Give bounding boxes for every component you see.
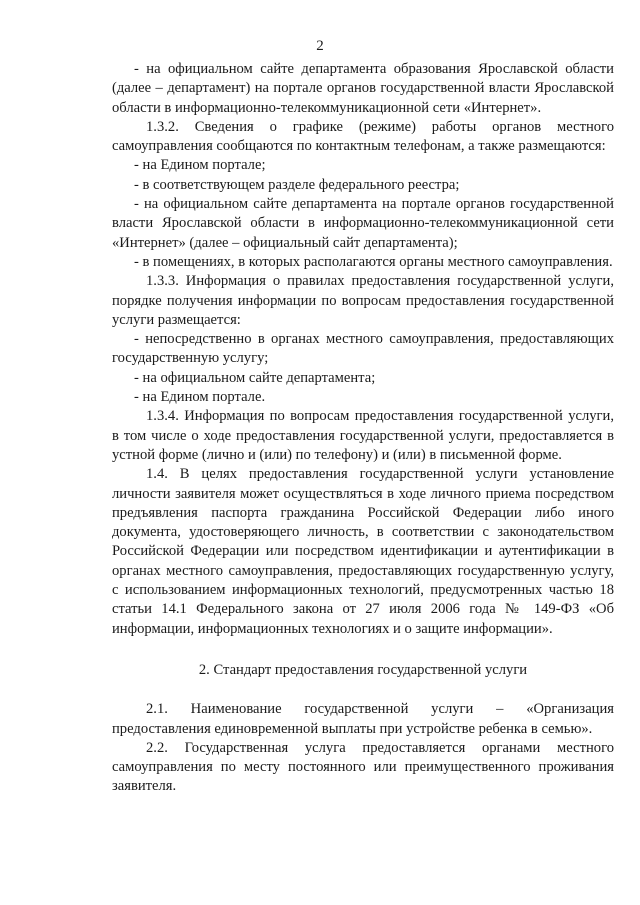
paragraph-1-4: 1.4. В целях предоставления государственной услуги установление личности заявителя может осуществляться в ходе личного приема посредством предъявления паспорта гражданина Российской Федерации либо иного документа, удостоверяющего личность, в соответствии с законодательством Российской Федерации или посредством идентификации и аутентификации в органах местного самоуправления, предоставляющих государственную услугу, с использованием информационных технологий, предусмотренных частью 18 статьи 14.1 Федерального закона от 27 июля 2006 года № 149-ФЗ «Об информации, информационных технологиях и о защите информации».: [112, 466, 614, 637]
section-heading-2: 2. Стандарт предоставления государственной услуги: [198, 661, 528, 678]
paragraph-1-3-4: 1.3.4. Информация по вопросам предоставления государственной услуги, в том числе о ходе предоставления государственной услуги, предоставляется в устной форме (лично и (или) по телефону) и (или) в письменной форме.: [112, 408, 614, 463]
list-item-local-authorities: - непосредственно в органах местного самоуправления, предоставляющих государственную услугу;: [112, 331, 614, 367]
list-item-federal-registry: - в соответствующем разделе федерального реестра;: [134, 176, 460, 193]
paragraph-2-1: 2.1. Наименование государственной услуги – «Организация предоставления единовременной выплаты при устройстве ребенка в семью».: [112, 701, 614, 737]
list-item-official-site-dept: - на официальном сайте департамента;: [134, 369, 376, 386]
paragraph-1-3-2: 1.3.2. Сведения о графике (режиме) работы органов местного самоуправления сообщаются по контактным телефонам, а также размещаются:: [112, 118, 614, 155]
paragraph-official-site-department: - на официальном сайте департамента образования Ярославской области (далее – департамент) на портале органов государственной власти Ярославской области в информационно-телекоммуникационной сети «Интернет».: [112, 61, 614, 116]
paragraph-1-3-3: 1.3.3. Информация о правилах предоставления государственной услуги, порядке получения информации по вопросам предоставления государственной услуги размещается:: [112, 273, 614, 328]
page-number: 2: [316, 38, 324, 54]
list-item-unified-portal: - на Едином портале;: [134, 157, 266, 174]
document-body: [112, 60, 614, 797]
list-item-official-site: - на официальном сайте департамента на портале органов государственной власти Ярославской области в информационно-телекоммуникационной сети «Интернет» (далее – официальный сайт департамента);: [112, 196, 614, 251]
paragraph-2-2: 2.2. Государственная услуга предоставляется органами местного самоуправления по месту постоянного или преимущественного проживания заявителя.: [112, 739, 614, 795]
list-item-unified-portal-2: - на Едином портале.: [134, 389, 266, 406]
list-item-premises: - в помещениях, в которых располагаются органы местного самоуправления.: [134, 253, 613, 270]
